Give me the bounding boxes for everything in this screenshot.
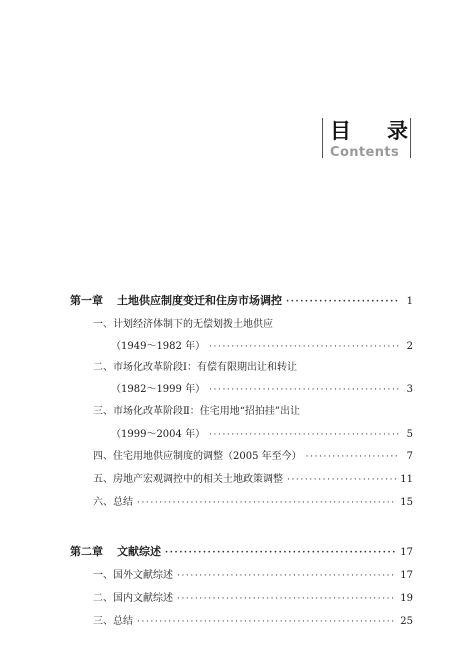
toc-section-2-1[interactable] <box>93 566 413 582</box>
toc-leader <box>306 452 399 462</box>
page-title-char-2: 录 <box>387 119 408 143</box>
toc-leader <box>286 297 399 307</box>
toc-section-1-1-line-2[interactable] <box>111 337 413 353</box>
page-number: 5 <box>406 429 413 440</box>
toc-leader <box>209 385 399 395</box>
toc-section-1-5[interactable] <box>93 470 413 486</box>
page-number: 7 <box>406 451 413 462</box>
toc-leader <box>209 342 399 352</box>
toc-section-1-4[interactable] <box>93 447 413 463</box>
toc-leader <box>287 475 396 485</box>
toc-leader <box>209 430 399 440</box>
toc-section-2-2[interactable] <box>93 589 413 605</box>
section-title-cont: （1982～1999 年） <box>111 384 206 395</box>
section-title: 一、计划经济体制下的无偿划拨土地供应 <box>93 319 273 330</box>
page-number: 17 <box>400 547 413 558</box>
section-title: 三、总结 <box>93 616 133 627</box>
toc-section-1-1-line-1[interactable] <box>93 315 413 331</box>
chapter-title: 土地供应制度变迁和住房市场调控 <box>117 294 282 307</box>
toc-section-1-2-line-2[interactable] <box>111 380 413 396</box>
chapter-number: 第二章 <box>70 545 103 558</box>
section-title: 四、住宅用地供应制度的调整（2005 年至今） <box>93 451 302 462</box>
page-number: 1 <box>406 296 413 307</box>
section-title: 二、市场化改革阶段Ⅰ：有偿有限期出让和转让 <box>93 362 297 373</box>
page-title <box>330 115 408 145</box>
page-subtitle: Contents <box>330 145 400 160</box>
toc-leader <box>165 548 396 558</box>
page-number: 2 <box>406 341 413 352</box>
toc-leader <box>137 498 396 508</box>
page-number: 25 <box>400 616 413 627</box>
toc-chapter-2[interactable] <box>70 543 413 559</box>
toc-section-1-6[interactable] <box>93 493 413 509</box>
section-title: 一、国外文献综述 <box>93 570 173 581</box>
toc-section-1-3-line-1[interactable] <box>93 402 413 418</box>
header-right-rule <box>410 118 411 158</box>
section-title: 五、房地产宏观调控中的相关土地政策调整 <box>93 474 283 485</box>
toc-leader <box>177 594 396 604</box>
page-number: 11 <box>400 474 413 485</box>
toc-section-1-2-line-1[interactable] <box>93 358 413 374</box>
page-number: 19 <box>400 593 413 604</box>
toc-leader <box>177 571 396 581</box>
section-title-cont: （1949～1982 年） <box>111 341 206 352</box>
page-number: 3 <box>406 384 413 395</box>
page-number: 15 <box>400 497 413 508</box>
toc-section-1-3-line-2[interactable] <box>111 425 413 441</box>
toc-section-2-3[interactable] <box>93 612 413 628</box>
section-title: 三、市场化改革阶段Ⅱ：住宅用地“招拍挂”出让 <box>93 406 301 417</box>
header-left-rule <box>322 118 323 158</box>
section-title: 二、国内文献综述 <box>93 593 173 604</box>
page-title-char-1: 目 <box>330 119 351 143</box>
toc-leader <box>137 617 396 627</box>
chapter-title: 文献综述 <box>117 545 161 558</box>
section-title-cont: （1999～2004 年） <box>111 429 206 440</box>
toc-chapter-1[interactable] <box>70 292 413 308</box>
page-number: 17 <box>400 570 413 581</box>
section-title: 六、总结 <box>93 497 133 508</box>
chapter-number: 第一章 <box>70 294 103 307</box>
